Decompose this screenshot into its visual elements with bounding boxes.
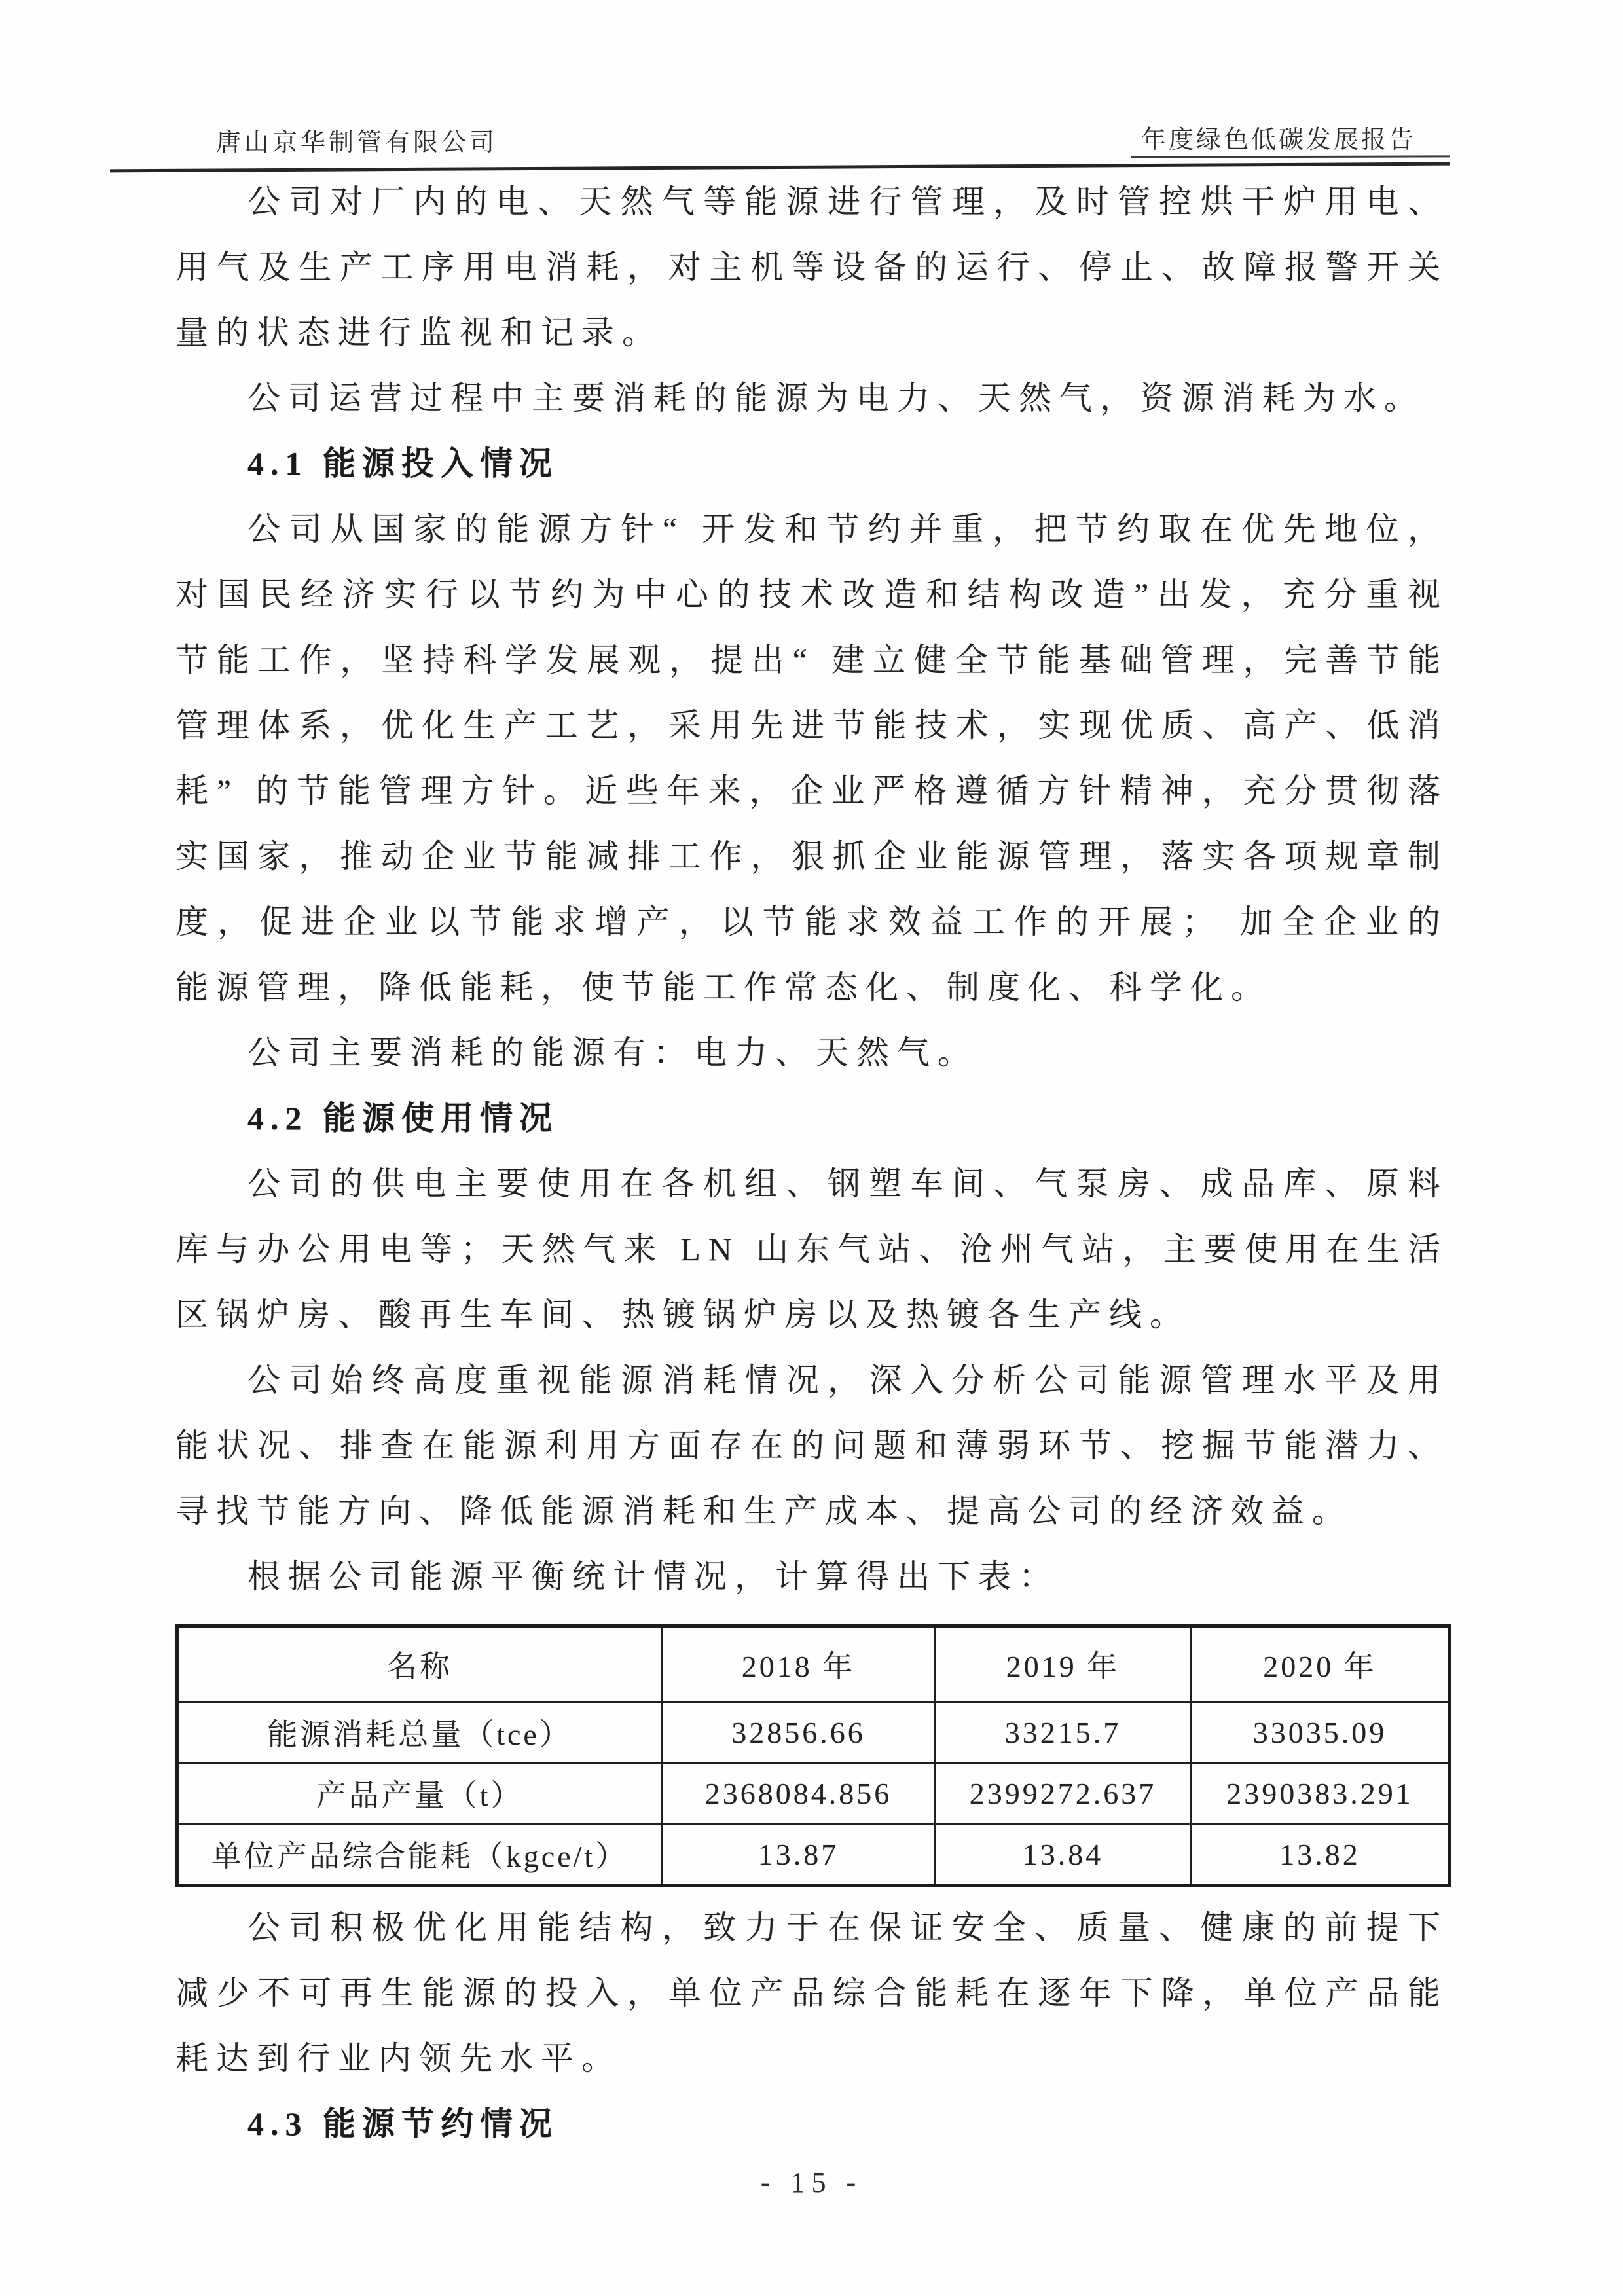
table-row-total-energy xyxy=(177,1702,1450,1763)
section-heading-4-2: 4.2 能源使用情况 xyxy=(247,1100,558,1137)
document-body xyxy=(175,169,1448,2157)
energy-balance-table xyxy=(175,1624,1451,1887)
paragraph-table-intro: 根据公司能源平衡统计情况，计算得出下表： xyxy=(247,1558,1059,1595)
page-footer xyxy=(0,2166,1623,2199)
table-cell-row-label: 产品产量（t） xyxy=(177,1763,662,1824)
paragraph-electricity-usage: 公司的供电主要使用在各机组、钢塑车间、气泵房、成品库、原料库与办公用电等；天然气来 LN 山东气站、沧州气站，主要使用在生活区锅炉房、酸再生车间、热镀锅炉房以及热镀各生产线。 xyxy=(175,1165,1448,1333)
table-cell-value: 2399272.637 xyxy=(936,1763,1191,1824)
table-row-product-output xyxy=(177,1763,1450,1824)
header-company-name: 唐山京华制管有限公司 xyxy=(216,129,498,156)
paragraph-energy-management: 公司对厂内的电、天然气等能源进行管理，及时管控烘干炉用电、用气及生产工序用电消耗，对主机等设备的运行、停止、故障报警开关量的状态进行监视和记录。 xyxy=(175,183,1448,351)
header-right-underline xyxy=(1131,155,1450,158)
header-report-title: 年度绿色低碳发展报告 xyxy=(1140,126,1416,154)
table-row-unit-energy xyxy=(177,1824,1450,1886)
paragraph-energy-consumed: 公司运营过程中主要消耗的能源为电力、天然气，资源消耗为水。 xyxy=(247,380,1425,416)
table-cell-row-label: 能源消耗总量（tce） xyxy=(177,1702,662,1763)
table-cell-value: 33035.09 xyxy=(1191,1702,1450,1763)
paragraph-energy-policy: 公司从国家的能源方针“ 开发和节约并重，把节约取在优先地位，对国民经济实行以节约为中心的技术改造和结构改造”出发，充分重视节能工作，坚持科学发展观，提出“ 建立健全节能基础管理，完善节能管理体系，优化生产工艺，采用先进节能技术，实现优质、高产、低消耗” 的节能管理方针。近些年来，企业严格遵循方针精神，充分贯彻落实国家，推动企业节能减排工作，狠抓企业能源管理，落实各项规章制度，促进企业以节能求增产，以节能求效益工作的开展； 加全企业的能源管理，降低能耗，使节能工作常态化、制度化、科学化。 xyxy=(175,511,1448,1006)
table-cell-value: 2368084.856 xyxy=(662,1763,936,1824)
table-cell-value: 13.82 xyxy=(1191,1824,1450,1886)
table-cell-row-label: 单位产品综合能耗（kgce/t） xyxy=(177,1824,662,1886)
paragraph-main-energy-types: 公司主要消耗的能源有：电力、天然气。 xyxy=(247,1034,978,1071)
table-header-name: 名称 xyxy=(177,1626,662,1702)
table-header-row xyxy=(177,1626,1450,1702)
section-heading-4-1: 4.1 能源投入情况 xyxy=(247,445,558,482)
section-heading-4-3: 4.3 能源节约情况 xyxy=(247,2105,558,2142)
table-cell-value: 2390383.291 xyxy=(1191,1763,1450,1824)
table-cell-value: 33215.7 xyxy=(936,1702,1191,1763)
paragraph-energy-analysis: 公司始终高度重视能源消耗情况，深入分析公司能源管理水平及用能状况、排查在能源利用方面存在的问题和薄弱环节、挖掘节能潜力、寻找节能方向、降低能源消耗和生产成本、提高公司的经济效益。 xyxy=(175,1362,1448,1529)
page-number: - 15 - xyxy=(760,2166,863,2198)
table-cell-value: 13.84 xyxy=(936,1824,1191,1886)
table-header-2018: 2018 年 xyxy=(662,1626,936,1702)
table-cell-value: 32856.66 xyxy=(662,1702,936,1763)
paragraph-energy-optimization: 公司积极优化用能结构，致力于在保证安全、质量、健康的前提下减少不可再生能源的投入，单位产品综合能耗在逐年下降，单位产品能耗达到行业内领先水平。 xyxy=(175,1909,1448,2077)
table-cell-value: 13.87 xyxy=(662,1824,936,1886)
table-header-2020: 2020 年 xyxy=(1191,1626,1450,1702)
table-header-2019: 2019 年 xyxy=(936,1626,1191,1702)
